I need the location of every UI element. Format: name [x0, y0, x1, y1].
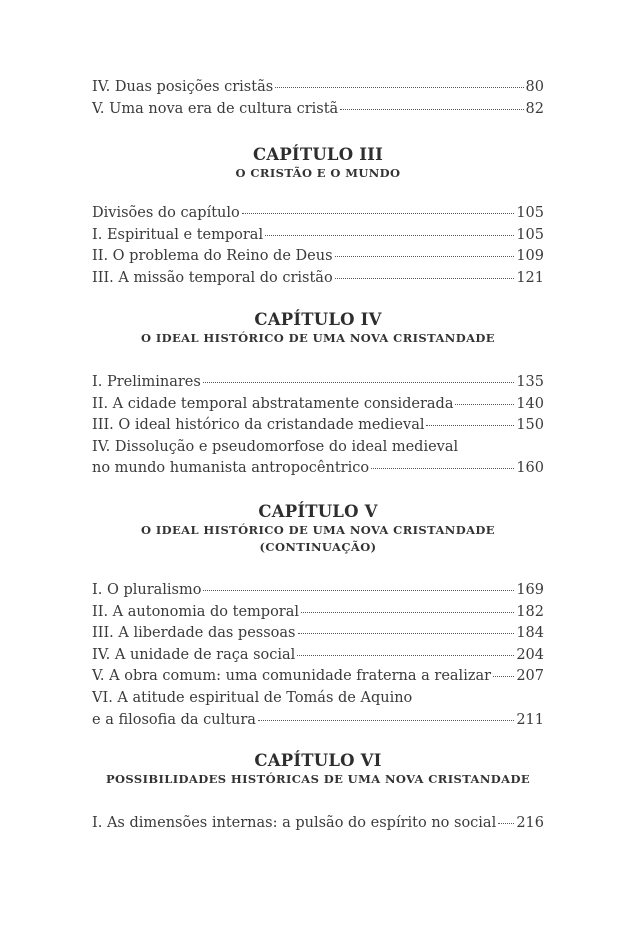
toc-entry-continuation: no mundo humanista antropocêntrico — [92, 460, 370, 477]
dot-leader — [335, 256, 515, 257]
toc-entry-title: III. A missão temporal do cristão — [92, 269, 333, 286]
toc-entry-page: 105 — [516, 226, 544, 243]
chapter-heading — [92, 145, 544, 182]
toc-section-continued — [92, 77, 544, 120]
toc-entry-page: 184 — [516, 625, 544, 642]
chapter-entries — [92, 813, 544, 835]
dot-leader — [335, 278, 515, 279]
dot-leader — [298, 633, 515, 634]
toc-entry[interactable] — [92, 77, 544, 99]
chapter-title: CAPÍTULO IV — [254, 310, 382, 329]
toc-entry-title: I. Espiritual e temporal — [92, 226, 264, 243]
dot-leader — [203, 382, 514, 383]
toc-entry-page: 80 — [525, 79, 544, 95]
toc-entry[interactable] — [92, 458, 544, 480]
toc-entry-page: 182 — [516, 603, 544, 620]
chapter-subtitle: O CRISTÃO E O MUNDO — [235, 166, 401, 180]
toc-entry-title: VI. A atitude espiritual de Tomás de Aquino — [92, 689, 413, 706]
chapter-title: CAPÍTULO III — [252, 145, 383, 164]
toc-entry-title: III. O ideal histórico da cristandade medieval — [92, 417, 425, 434]
toc-entry-page: 140 — [516, 395, 544, 412]
toc-entry[interactable] — [92, 602, 544, 624]
toc-entry[interactable] — [92, 203, 544, 225]
dot-leader — [493, 676, 514, 677]
dot-leader — [455, 404, 514, 405]
toc-entry[interactable] — [92, 710, 544, 732]
toc-entry-page: 207 — [516, 668, 544, 685]
toc-entry-title: IV. Duas posições cristãs — [92, 79, 274, 95]
toc-entry-first-line[interactable] — [92, 688, 544, 710]
toc-entry-title: I. As dimensões internas: a pulsão do espírito no social — [92, 815, 497, 831]
dot-leader — [297, 655, 514, 656]
toc-entry[interactable] — [92, 415, 544, 437]
toc-entry[interactable] — [92, 99, 544, 121]
dot-leader — [426, 425, 514, 426]
toc-entry-title: V. A obra comum: uma comunidade fraterna a realizar — [92, 668, 492, 685]
toc-entry-first-line[interactable] — [92, 437, 544, 459]
dot-leader — [242, 213, 515, 214]
toc-entry[interactable] — [92, 645, 544, 667]
toc-entry-title: I. O pluralismo — [92, 582, 202, 598]
dot-leader — [301, 612, 514, 613]
toc-entry-title: IV. Dissolução e pseudomorfose do ideal medieval — [92, 438, 459, 455]
chapter-heading — [92, 502, 544, 556]
toc-entry-page: 169 — [516, 582, 544, 598]
toc-entry-title: Divisões do capítulo — [92, 205, 240, 221]
toc-entry-title: II. A cidade temporal abstratamente considerada — [92, 395, 454, 412]
toc-entry-title: III. A liberdade das pessoas — [92, 625, 296, 642]
toc-entry-page: 82 — [525, 100, 544, 117]
chapter-entries — [92, 203, 544, 289]
chapter-title: CAPÍTULO V — [258, 502, 378, 521]
toc-entry-title: V. Uma nova era de cultura cristã — [92, 100, 339, 117]
toc-entry[interactable] — [92, 246, 544, 268]
dot-leader — [265, 235, 514, 236]
dot-leader — [258, 720, 514, 721]
toc-entry[interactable] — [92, 623, 544, 645]
toc-entry[interactable] — [92, 580, 544, 602]
toc-entry[interactable] — [92, 225, 544, 247]
toc-entry-page: 211 — [516, 711, 544, 728]
dot-leader — [371, 468, 514, 469]
toc-entry[interactable] — [92, 268, 544, 290]
toc-entry-page: 105 — [516, 205, 544, 221]
toc-entry-title: IV. A unidade de raça social — [92, 646, 296, 663]
toc-entry-page: 216 — [516, 815, 544, 831]
toc-entry[interactable] — [92, 813, 544, 835]
chapter-heading — [92, 751, 544, 788]
dot-leader — [275, 87, 523, 88]
chapter-subtitle: O IDEAL HISTÓRICO DE UMA NOVA CRISTANDADE — [141, 523, 495, 537]
chapter-subtitle: O IDEAL HISTÓRICO DE UMA NOVA CRISTANDADE — [141, 331, 495, 345]
dot-leader — [340, 109, 523, 110]
chapter-entries — [92, 580, 544, 731]
toc-entry-page: 135 — [516, 374, 544, 390]
chapter-entries — [92, 372, 544, 480]
toc-entry-page: 109 — [516, 248, 544, 265]
chapter-subtitle: (CONTINUAÇÃO) — [259, 540, 377, 554]
toc-entry-title: I. Preliminares — [92, 374, 201, 390]
toc-entry-title: II. O problema do Reino de Deus — [92, 248, 333, 265]
dot-leader — [203, 590, 514, 591]
toc-entry-page: 121 — [516, 269, 544, 286]
toc-entry-title: II. A autonomia do temporal — [92, 603, 300, 620]
toc-entry-continuation: e a filosofia da cultura — [92, 711, 256, 728]
dot-leader — [498, 823, 514, 824]
chapter-title: CAPÍTULO VI — [254, 751, 382, 770]
toc-entry[interactable] — [92, 666, 544, 688]
toc-entry-page: 160 — [516, 460, 544, 477]
chapter-subtitle: POSSIBILIDADES HISTÓRICAS DE UMA NOVA CRISTANDADE — [105, 772, 531, 786]
toc-entry-page: 150 — [516, 417, 544, 434]
toc-entry[interactable] — [92, 394, 544, 416]
chapter-heading — [92, 310, 544, 347]
toc-entry[interactable] — [92, 372, 544, 394]
toc-entry-page: 204 — [516, 646, 544, 663]
